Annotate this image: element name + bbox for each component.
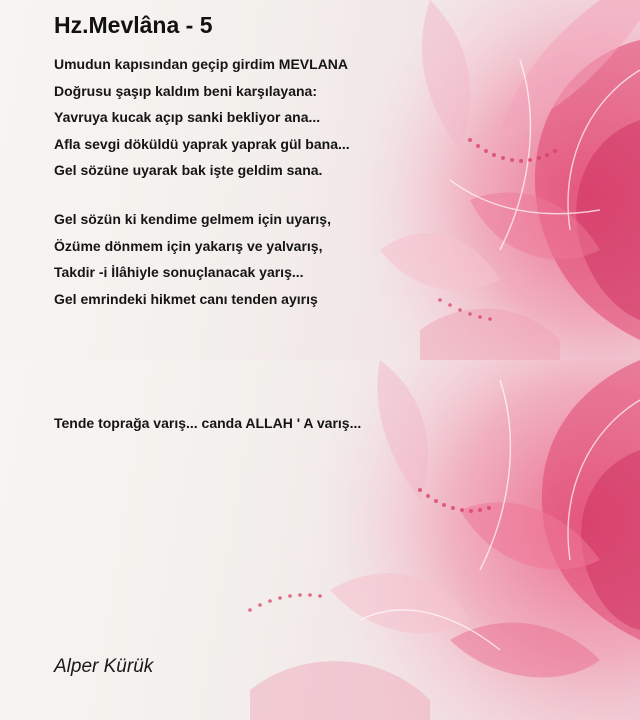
poem-line: Özüme dönmem için yakarış ve yalvarış, [54,237,323,254]
poem-line: Doğrusu şaşıp kaldım beni karşılayana: [54,82,317,99]
author-name: Alper Kürük [54,656,154,677]
stanza-3 [54,410,361,437]
poem-line: Umudun kapısından geçip girdim MEVLANA [54,56,349,72]
stanza-1 [54,51,350,184]
poem-line: Afla sevgi döküldü yaprak yaprak gül bana... [54,135,350,152]
poem-line: Yavruya kucak açıp sanki bekliyor ana... [54,109,321,125]
poem-line: Gel emrindeki hikmet canı tenden ayırış [54,290,318,307]
poem-line: Takdir -i İlâhiyle sonuçlanacak yarış... [54,264,304,280]
stanza-2 [54,206,331,312]
poem-line: Gel sözün ki kendime gelmem için uyarış, [54,211,331,227]
poem-line: Tende toprağa varış... canda ALLAH ' A varış... [54,415,362,431]
poem-line: Gel sözüne uyarak bak işte geldim sana. [54,162,323,178]
poem-title: Hz.Mevlâna - 5 [54,12,213,38]
